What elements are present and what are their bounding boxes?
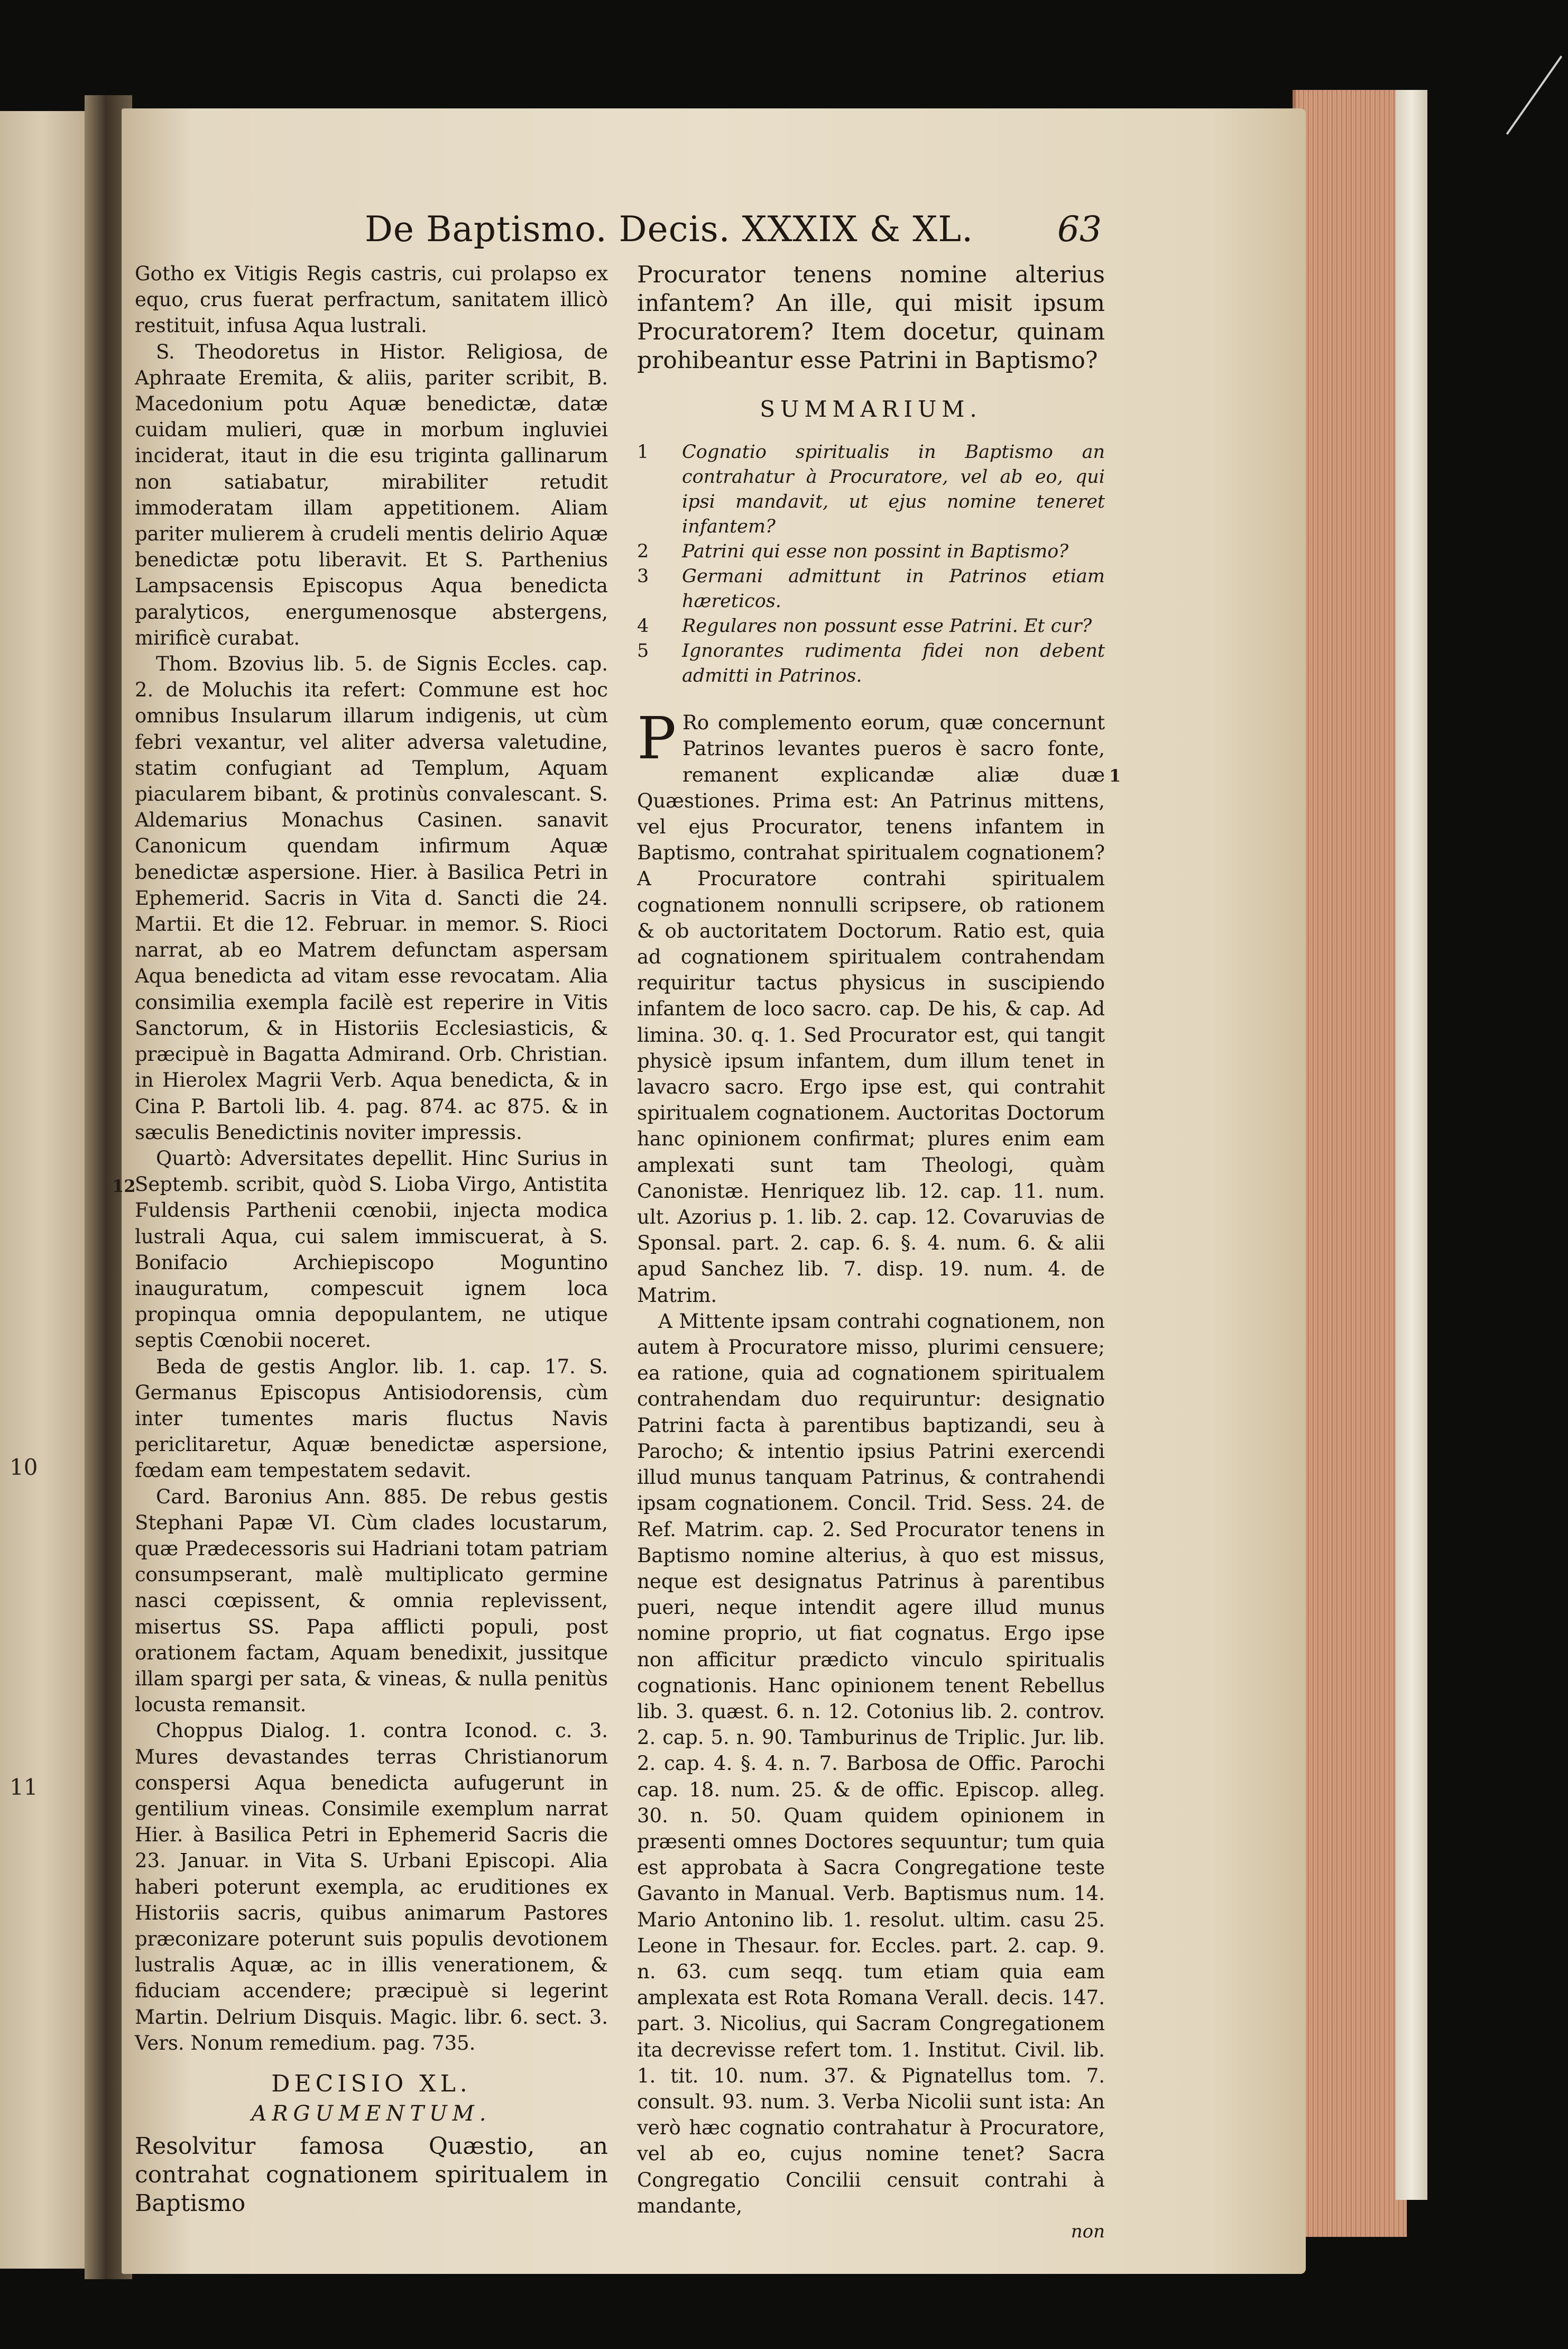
left-page-fragment-11: 11	[10, 1774, 38, 1800]
summary-item-text: Cognatio spiritualis in Baptismo an contrahatur à Procuratore, vel ab eo, qui ipsi mandavit, ut ejus nomine teneret infantem?	[682, 442, 1105, 538]
page-edges	[1293, 90, 1407, 2237]
paragraph: Quartò: Adversitates depellit. Hinc Surius in Septemb. scribit, quòd S. Lioba Virgo, Antistita Fuldensis Parthenii cœnobii, injecta modica lustrali Aqua, cui salem immiscuerat, à S. Bonifacio Archiepiscopo Moguntino inauguratum, compescuit ignem loca propinqua omnia depopulantem, ne utique septis Cœnobii noceret.	[135, 1146, 608, 1352]
book-cover-edge	[1396, 90, 1427, 2200]
left-column	[135, 261, 608, 2218]
paragraph: A Mittente ipsam contrahi cognationem, non autem à Procuratore misso, plurimi censuere; ea ratione, quia ad cognationem spiritualem contrahendam duo requiruntur: designatio Patrini facta à parentibus baptizandi, seu à Parocho; & intentio ipsius Patrini exercendi illud munus tanquam Patrinus, & contrahendi ipsam cognationem. Concil. Trid. Sess. 24. de Ref. Matrim. cap. 2. Sed Procurator tenens in Baptismo nomine alterius, à quo est missus, neque est designatus Patrinus à parentibus pueri, neque intendit agere illud munus nomine proprio, ut fiat cognatus. Ergo ipse non afficitur prædicto vinculo spiritualis cognationis. Hanc opinionem tenent Rebellus lib. 3. quæst. 6. n. 12. Cotonius lib. 2. controv. 2. cap. 5. n. 90. Tamburinus de Triplic. Jur. lib. 2. cap. 4. §. 4. n. 7. Barbosa de Offic. Parochi cap. 18. num. 25. & de offic. Episcop. alleg. 30. n. 50. Quam quidem opinionem in præsenti omnes Doctores sequuntur; tum quia est approbata à Sacra Congregatione teste Gavanto in Manual. Verb. Baptismus num. 14. Mario Antonino lib. 1. resolut. ultim. casu 25. Leone in Thesaur. for. Eccles. part. 2. cap. 9. n. 63. cum seqq. tum etiam quia eam amplexata est Rota Romana Verall. decis. 147. part. 3. Nicolius, qui Sacram Congregationem ita decrevisse refert tom. 1. Institut. Civil. lib. 1. tit. 10. num. 37. & Pignatellus tom. 7. consult. 93. num. 3. Verba Nicolii sunt ista: An verò hæc cognatio contrahatur à Procuratore, vel ab eo, cujus nomine tenet? Sacra Congregatio Concilii censuit contrahi à mandante,	[637, 1309, 1105, 2217]
paragraph: Choppus Dialog. 1. contra Iconod. c. 3. Mures devastandes terras Christianorum conspersi Aqua benedicta aufugerunt in gentilium vineas. Consimile exemplum narrat Hier. à Basilica Petri in Ephemerid Sacris die 23. Januar. in Vita S. Urbani Episcopi. Alia haberi poterunt exempla, ac eruditiones ex Historiis sacris, quibus animarum Pastores præconizare poterunt suis populis devotionem lustralis Aquæ, ac in illis venerationem, & fiduciam accendere; præcipuè si legerint Martin. Delrium Disquis. Magic. libr. 6. sect. 3. Vers. Nonum remedium. pag. 735.	[135, 1719, 608, 2054]
paragraph-text: Ro complemento eorum, quæ concernunt Patrinos levantes pueros è sacro fonte, remanent explicandæ aliæ duæ Quæstiones. Prima est: An Patrinus mittens, vel ejus Procurator, tenens infantem in Baptismo, contrahat spiritualem cognationem? A Procuratore contrahi spiritualem cognationem nonnulli scripsere, ob rationem & ob auctoritatem Doctorum. Ratio est, quia ad cognationem spiritualem contrahendam requiritur tactus physicus in suscipiendo infantem de loco sacro. cap. De his, & cap. Ad limina. 30. q. 1. Sed Procurator est, qui tangit physicè ipsum infantem, dum illum tenet in lavacro sacro. Ergo ipse est, qui contrahit spiritualem cognationem. Auctoritas Doctorum hanc opinionem confirmat; plures enim eam amplexati sunt tam Theologi, quàm Canonistæ. Henriquez lib. 12. cap. 11. num. ult. Azorius p. 1. lib. 2. cap. 12. Covaruvias de Sponsal. part. 2. cap. 6. §. 4. num. 6. & alii apud Sanchez lib. 7. disp. 19. num. 4. de Matrim.	[637, 711, 1105, 1307]
right-column	[637, 261, 1105, 2245]
left-page-edge	[0, 111, 93, 2269]
summary-item	[637, 440, 1105, 539]
margin-number-12: 12	[112, 1176, 136, 1196]
summary-item	[637, 564, 1105, 614]
summary-item-text: Ignorantes rudimenta fidei non debent admitti in Patrinos.	[682, 640, 1105, 687]
question-intro: Procurator tenens nomine alterius infantem? An ille, qui misit ipsum Procuratorem? Item docetur, quinam prohibeantur esse Patrini in Baptismo?	[637, 261, 1105, 374]
running-header: De Baptismo. Decis. XXXIX & XL.	[365, 209, 974, 250]
summary-item-text: Germani admittunt in Patrinos etiam hæreticos.	[682, 566, 1105, 612]
margin-number-1: 1	[1109, 766, 1121, 786]
summary-item-number: 2	[637, 541, 649, 563]
summary-item-number: 1	[637, 442, 649, 463]
bookmark-ribbon	[1506, 56, 1563, 135]
catchword: non	[1071, 2220, 1105, 2242]
initial-letter: P	[637, 704, 677, 773]
argumentum-heading: ARGUMENTUM.	[251, 2102, 492, 2126]
decisio-heading: DECISIO XL.	[271, 2070, 472, 2098]
summary-item	[637, 539, 1105, 564]
paragraph	[637, 704, 1105, 1308]
paragraph: Gotho ex Vitigis Regis castris, cui prolapso ex equo, crus fuerat perfractum, sanitatem illicò restituit, infusa Aqua lustrali.	[135, 262, 608, 337]
summary-item-text: Patrini qui esse non possint in Baptismo?	[682, 541, 1069, 563]
summary-item-number: 4	[637, 616, 649, 637]
paragraph: Card. Baronius Ann. 885. De rebus gestis Stephani Papæ VI. Cùm clades locustarum, quæ Prædecessoris sui Hadriani totam patriam consumpserant, malè multiplicato germine nasci cœpissent, & omnia replevissent, misertus SS. Papa afflicti populi, post orationem factam, Aquam benedixit, jussitque illam spargi per sata, & vineas, & nulla penitùs locusta remansit.	[135, 1485, 608, 1717]
summary-item-number: 5	[637, 640, 649, 662]
left-page-fragment-10: 10	[10, 1454, 38, 1480]
summary-item-number: 3	[637, 566, 649, 588]
summary-item	[637, 614, 1105, 639]
summary-item-text: Regulares non possunt esse Patrini. Et cur?	[682, 616, 1092, 637]
resolution-text: Resolvitur famosa Quæstio, an contrahat cognationem spiritualem in Baptismo	[135, 2133, 608, 2217]
summary-title: SUMMARIUM.	[760, 396, 982, 422]
paragraph: S. Theodoretus in Histor. Religiosa, de Aphraate Eremita, & aliis, pariter scribit, B. Macedonium potu Aquæ benedictæ, datæ cuidam mulieri, quæ in morbum ingluviei inciderat, itaut in die esu triginta gallinarum non satiabatur, mirabiliter retudit immoderatam illam appetitionem. Aliam pariter mulierem à crudeli mentis delirio Aquæ benedictæ potu liberavit. Et S. Parthenius Lampsacensis Episcopus Aqua benedicta paralyticos, energumenosque abstergens, mirificè curabat.	[135, 340, 608, 649]
page-number: 63	[1057, 209, 1102, 250]
summary-item	[637, 639, 1105, 689]
paragraph: Beda de gestis Anglor. lib. 1. cap. 17. S. Germanus Episcopus Antisiodorensis, cùm inter tumentes maris fluctus Navis periclitaretur, Aquæ benedictæ aspersione, fœdam eam tempestatem sedavit.	[135, 1355, 608, 1482]
paragraph: Thom. Bzovius lib. 5. de Signis Eccles. cap. 2. de Moluchis ita refert: Commune est hoc omnibus Insularum illarum indigenis, ut cùm febri vexantur, vel aliter adversa valetudine, statim confugiant ad Templum, Aquam piacularem bibant, & protinùs convalescant. S. Aldemarius Monachus Casinen. sanavit Canonicum quendam infirmum Aquæ benedictæ aspersione. Hier. à Basilica Petri in Ephemerid. Sacris in Vita d. Sancti die 24. Martii. Et die 12. Februar. in memor. S. Rioci narrat, ab eo Matrem defunctam aspersam Aqua benedicta ad vitam esse revocatam. Alia consimilia exempla facilè est reperire in Vitis Sanctorum, & in Historiis Ecclesiasticis, & præcipuè in Bagatta Admirand. Orb. Christian. in Hierolex Magrii Verb. Aqua benedicta, & in Cina P. Bartoli lib. 4. pag. 874. ac 875. & in sæculis Benedictinis noviter impressis.	[135, 653, 608, 1144]
